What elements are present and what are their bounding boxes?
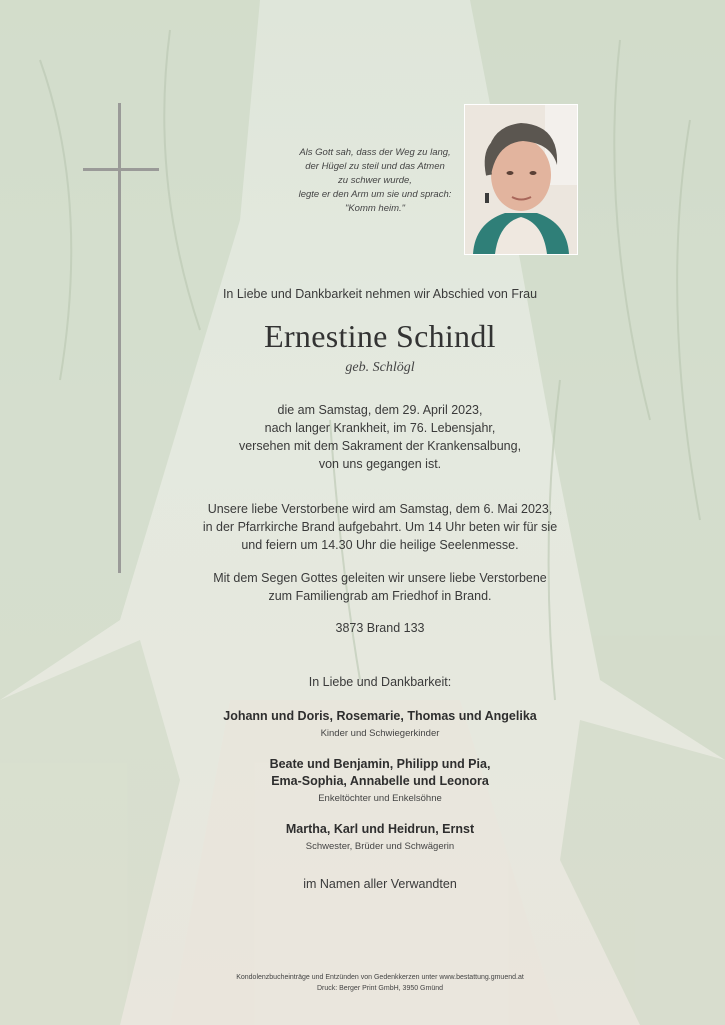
maiden-name: geb. Schlögl	[345, 360, 415, 375]
intro-text: In Liebe und Dankbarkeit nehmen wir Abschied von Frau	[222, 287, 538, 301]
closing-text: im Namen aller Verwandten	[303, 877, 457, 891]
family-group-children	[0, 708, 725, 739]
blessing-text	[0, 569, 725, 605]
quote-line: zu schwer wurde,	[338, 175, 412, 186]
quote-line: Als Gott sah, dass der Weg zu lang,	[299, 147, 451, 158]
family-names: Ema-Sophia, Annabelle und Leonora	[271, 774, 489, 788]
service-details	[0, 500, 725, 554]
death-notice-line: nach langer Krankheit, im 76. Lebensjahr,	[264, 421, 496, 435]
family-role: Enkeltöchter und Enkelsöhne	[318, 793, 442, 804]
blessing-line: zum Familiengrab am Friedhof in Brand.	[268, 589, 492, 603]
quote-line: legte er den Arm um sie und sprach:	[298, 189, 452, 200]
service-line: in der Pfarrkirche Brand aufgebahrt. Um 14 Uhr beten wir für sie	[202, 520, 558, 534]
footer	[0, 972, 725, 994]
cross-horizontal-bar	[83, 168, 159, 171]
quote-line: "Komm heim."	[344, 203, 406, 214]
address: 3873 Brand 133	[335, 621, 425, 635]
family-names: Beate und Benjamin, Philipp und Pia,	[269, 757, 491, 771]
family-names: Martha, Karl und Heidrun, Ernst	[285, 822, 475, 836]
blessing-line: Mit dem Segen Gottes geleiten wir unsere liebe Verstorbene	[213, 571, 547, 585]
footer-line: Druck: Berger Print GmbH, 3950 Gmünd	[316, 985, 444, 992]
family-group-siblings	[0, 821, 725, 852]
footer-line: Kondolenzbucheinträge und Entzünden von Gedenkkerzen unter www.bestattung.gmuend.at	[236, 974, 524, 981]
quote-line: der Hügel zu steil und das Atmen	[305, 161, 445, 172]
family-group-grandchildren	[0, 756, 725, 804]
death-notice	[0, 401, 725, 473]
family-role: Kinder und Schwiegerkinder	[320, 728, 440, 739]
death-notice-line: von uns gegangen ist.	[318, 457, 442, 471]
family-names: Johann und Doris, Rosemarie, Thomas und Angelika	[223, 709, 537, 723]
death-notice-line: versehen mit dem Sakrament der Krankensalbung,	[238, 439, 522, 453]
thanks-heading: In Liebe und Dankbarkeit:	[308, 675, 452, 689]
deceased-name: Ernestine Schindl	[264, 318, 496, 354]
family-role: Schwester, Brüder und Schwägerin	[305, 841, 455, 852]
portrait-photo	[464, 104, 578, 255]
service-line: Unsere liebe Verstorbene wird am Samstag, dem 6. Mai 2023,	[207, 502, 553, 516]
death-notice-line: die am Samstag, dem 29. April 2023,	[277, 403, 483, 417]
service-line: und feiern um 14.30 Uhr die heilige Seelenmesse.	[241, 538, 519, 552]
